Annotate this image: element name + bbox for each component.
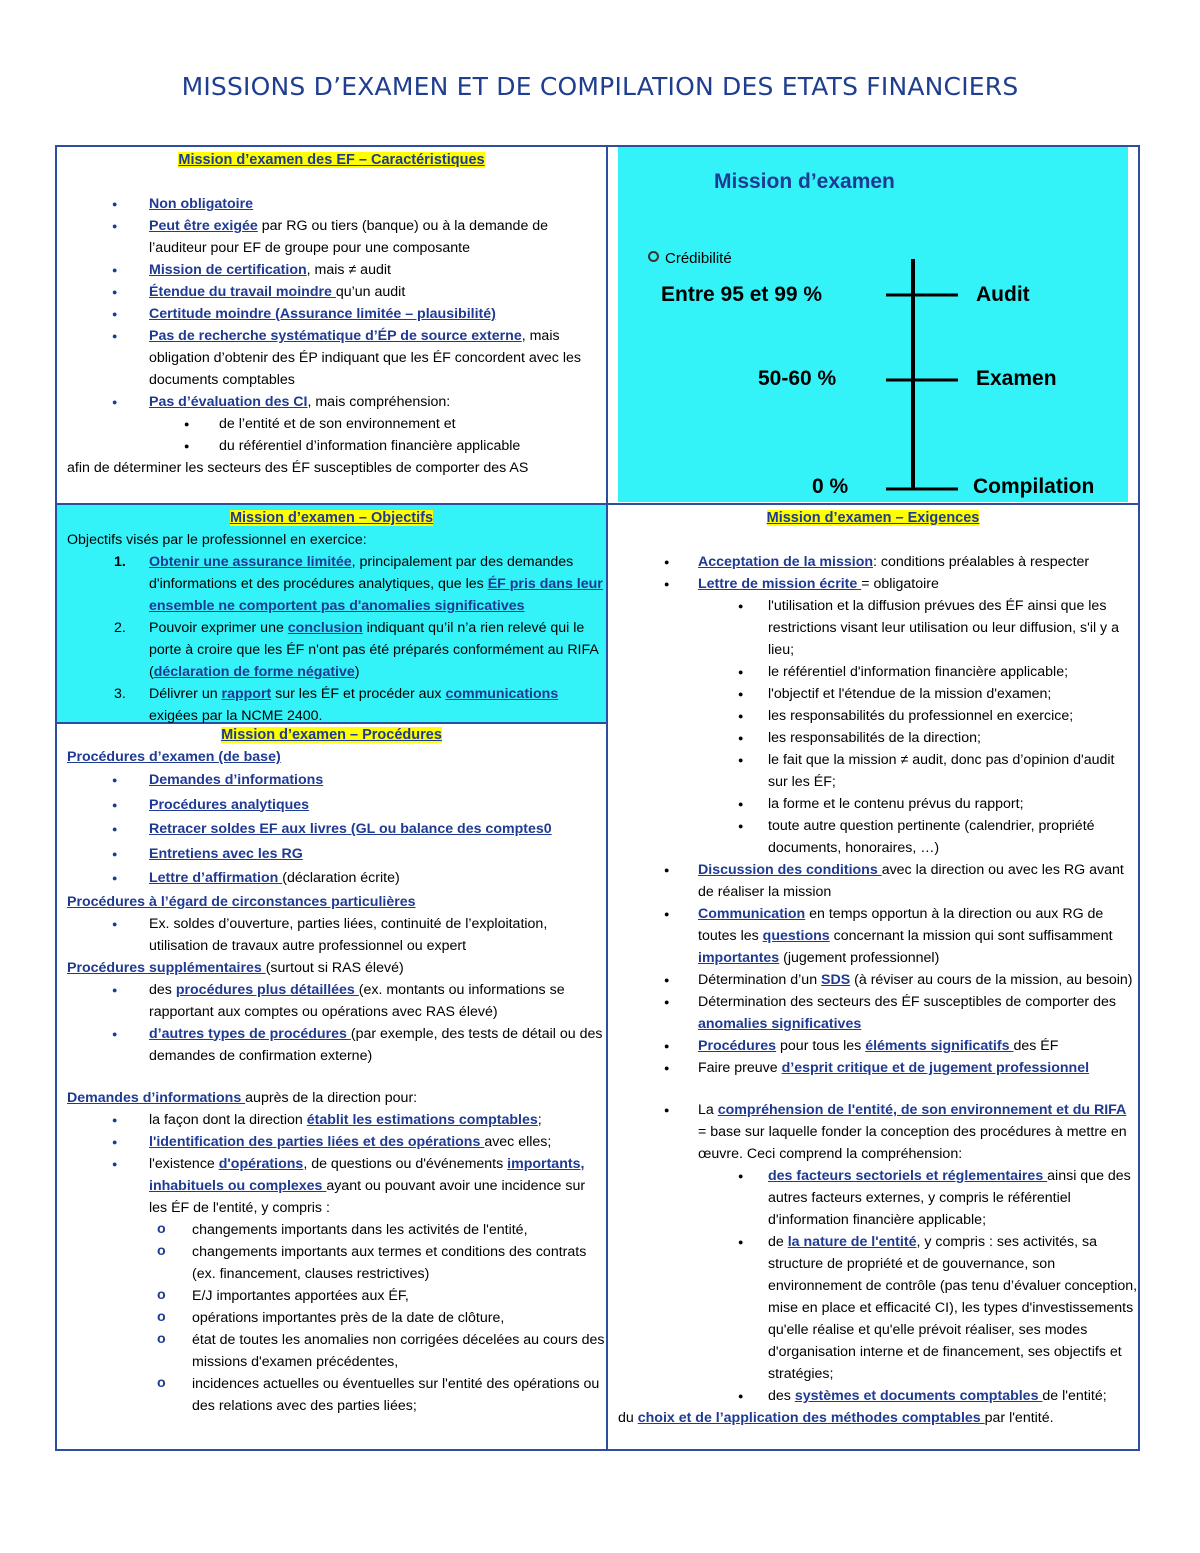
keyword: Obtenir une assurance limitée [149, 554, 352, 570]
text-run: de l'entité; [1042, 1388, 1107, 1404]
procedures-supp-list [67, 979, 606, 1067]
list-item [67, 768, 606, 793]
chart-title: Mission d’examen [714, 170, 895, 193]
comprehension-sublist [618, 1165, 1138, 1407]
level-label-compilation: Compilation [973, 475, 1095, 498]
list-item [67, 325, 606, 391]
list-item: o incidences actuelles ou éventuelles sur l'entité des opérations ou des relations avec des parties liées; [67, 1373, 606, 1417]
text-run: la façon dont la direction [149, 1111, 307, 1128]
keyword: établit les estimations comptables [306, 1111, 538, 1128]
credibility-scale [618, 147, 1128, 502]
procedures-particular-title: Procédures à l’égard de circonstances particulières [67, 893, 416, 910]
list-item [618, 1231, 1138, 1385]
text-run: Délivrer un [149, 686, 222, 702]
list-item [618, 1035, 1138, 1057]
objectifs-intro: Objectifs visés par le professionnel en exercice: [67, 532, 367, 548]
keyword: l'identification des parties liées et des opérations [149, 1133, 485, 1150]
list-item: o changements importants aux termes et conditions des contrats (ex. financement, clauses restrictives) [67, 1241, 606, 1285]
text-run: Pouvoir exprimer une [149, 620, 288, 636]
keyword: Pas de recherche systématique d’ÉP de source externe [149, 328, 522, 344]
lettre-sublist [618, 595, 1138, 859]
carac-heading: Mission d’examen des EF – Caractéristiques [178, 152, 485, 168]
keyword: rapport [221, 686, 272, 702]
exigences-final-line [618, 1407, 1138, 1429]
list-item [67, 683, 606, 727]
keyword: anomalies significatives [698, 1016, 862, 1032]
text-run: (par exemple, des tests de détail ou des demandes de confirmation externe) [149, 1025, 603, 1064]
list-item [618, 1165, 1138, 1231]
procedures-dem-list [67, 1109, 606, 1219]
list-item [67, 793, 606, 818]
procedures-cell [57, 724, 606, 1449]
keyword: la nature de l'entité [787, 1234, 917, 1250]
text-run: par l'entité. [984, 1410, 1054, 1426]
list-item [67, 1153, 606, 1219]
level-label-audit: Audit [976, 283, 1030, 306]
text-run: ayant ou pouvant avoir une incidence sur les ÉF de l'entité, y compris : [149, 1177, 586, 1216]
objectifs-list [67, 551, 606, 727]
list-item [618, 1385, 1138, 1407]
text-run: des [149, 981, 176, 998]
text-run: = base sur laquelle fonder la conception des procédures à mettre en œuvre. Ceci comprend la compréhension: [698, 1124, 1127, 1162]
keyword: communications [445, 686, 559, 702]
text-run: concernant la mission qui sont suffisamment [829, 928, 1113, 944]
text-run: La [698, 1102, 718, 1118]
text-run: , y compris : ses activités, sa structure de propriété et de gouvernance, son environnement de contrôle (pas tenu d’évaluer conception, mise en place et efficacité CI), les types d'investissements qu'elle réalise et qu'elle prévoit réaliser, ses modes d'organisation interne et de financement, ses objectifs et stratégies; [768, 1234, 1138, 1382]
list-item [67, 193, 606, 215]
carac-list [67, 193, 606, 413]
exigences-list-top [618, 551, 1138, 595]
text-run: des ÉF [1013, 1038, 1059, 1054]
text-run: ; [537, 1111, 542, 1128]
text-run: avec la direction ou avec les RG avant de réaliser la mission [698, 862, 1124, 900]
list-item [618, 1057, 1138, 1079]
text-run: l'existence [149, 1155, 219, 1172]
item-number: 3. [114, 686, 126, 702]
text-run: (à réviser au cours de la mission, au besoin) [850, 972, 1133, 988]
carac-footer: afin de déterminer les secteurs des ÉF susceptibles de comporter des AS [67, 460, 529, 476]
keyword: importants, inhabituels ou complexes [149, 1155, 585, 1194]
list-item: ● la forme et le contenu prévus du rapport; [618, 793, 1138, 815]
text-run: Faire preuve [698, 1060, 782, 1076]
list-item: ● le fait que la mission ≠ audit, donc pas d’opinion d'audit sur les ÉF; [618, 749, 1138, 793]
keyword: Lettre d’affirmation [149, 870, 283, 886]
text-run: de [768, 1234, 788, 1250]
keyword: Procédures analytiques [149, 796, 310, 813]
list-item [67, 215, 606, 259]
exigences-list [618, 859, 1138, 1079]
chart-legend: Crédibilité [648, 250, 732, 267]
keyword: Peut être exigée [149, 218, 258, 234]
keyword: ÉF pris dans leur ensemble ne comportent pas d'anomalies significatives [149, 576, 603, 614]
text-run: par RG ou tiers (banque) ou à la demande de l’auditeur pour EF de groupe pour une composante [149, 218, 549, 256]
text-run: exigées par la NCME 2400. [149, 708, 323, 724]
list-item [67, 259, 606, 281]
text-run: (jugement professionnel) [779, 950, 940, 966]
exigences-heading: Mission d’examen – Exigences [766, 510, 980, 526]
text-run: en temps opportun à la direction ou aux RG de toutes les [698, 906, 1104, 944]
keyword: Communication [698, 906, 806, 922]
list-item: o changements importants dans les activités de l'entité, [67, 1219, 606, 1241]
list-item [67, 979, 606, 1023]
carac-sublist [67, 413, 606, 457]
keyword: procédures plus détaillées [175, 981, 359, 998]
text-run: pour tous les [776, 1038, 866, 1054]
keyword: Procédures [698, 1038, 777, 1054]
list-item [67, 866, 606, 891]
list-item: ● toute autre question pertinente (calendrier, propriété documents, honoraires, …) [618, 815, 1138, 859]
keyword: compréhension de l'entité, de son environnement et du RIFA [717, 1102, 1127, 1118]
list-item: ● les responsabilités de la direction; [618, 727, 1138, 749]
text-run: (ex. montants ou informations se rapportant aux comptes ou opérations avec RAS élevé) [149, 981, 565, 1020]
list-item [618, 859, 1138, 903]
text-run: , mais ≠ audit [306, 262, 391, 278]
keyword: Étendue du travail moindre [149, 284, 336, 300]
list-item: ● l'objectif et l'étendue de la mission d'examen; [618, 683, 1138, 705]
procedures-base-title: Procédures d’examen (de base) [67, 749, 281, 765]
procedures-dem-sublist [67, 1219, 606, 1417]
list-item: ● Lettre de mission écrite = obligatoire [618, 573, 1138, 595]
list-item: ● les responsabilités du professionnel en exercice; [618, 705, 1138, 727]
list-item [67, 281, 606, 303]
text-run: du [618, 1410, 638, 1426]
text-run: sur les ÉF et procéder aux [271, 686, 446, 702]
keyword: Non obligatoire [149, 196, 254, 212]
text-run: Détermination d’un [698, 972, 822, 988]
list-item: ● Acceptation de la mission: conditions préalables à respecter [618, 551, 1138, 573]
text-run: avec elles; [484, 1133, 552, 1150]
exigences-cell [608, 505, 1138, 1449]
list-item [67, 617, 606, 683]
item-number: 2. [114, 620, 126, 636]
keyword: des facteurs sectoriels et réglementaires [768, 1168, 1048, 1184]
text-run: , mais compréhension: [307, 394, 451, 410]
text-run: , mais obligation d’obtenir des ÉP indiquant que les ÉF concordent avec les documents comptables [149, 328, 581, 388]
list-item [618, 991, 1138, 1035]
level-pct-audit: Entre 95 et 99 % [661, 283, 823, 306]
list-item [67, 817, 606, 842]
objectifs-heading: Mission d’examen – Objectifs [229, 510, 434, 526]
procedures-dem-line: Demandes d’informations auprès de la direction pour: [67, 1089, 418, 1106]
keyword: SDS [821, 972, 851, 988]
keyword: Pas d’évaluation des CI [149, 394, 308, 410]
item-number: 1. [114, 554, 126, 570]
procedures-particular-list [67, 913, 606, 957]
keyword: Retracer soldes EF aux livres (GL ou balance des comptes0 [149, 821, 552, 837]
list-item [618, 903, 1138, 969]
list-item [67, 303, 606, 325]
keyword: d'opérations [218, 1155, 304, 1172]
text-run: qu’un audit [335, 284, 406, 300]
text-run: Détermination des secteurs des ÉF susceptibles de comporter des [698, 994, 1116, 1010]
keyword: d’esprit critique et de jugement professionnel [781, 1060, 1090, 1076]
list-item [67, 391, 606, 413]
keyword: Entretiens avec les RG [149, 845, 303, 862]
keyword: éléments significatifs [865, 1038, 1014, 1054]
list-item [67, 1109, 606, 1131]
list-item [67, 1023, 606, 1067]
level-pct-compilation: 0 % [812, 475, 849, 498]
procedures-base-list [67, 768, 606, 891]
text-run: des [768, 1388, 795, 1404]
text-run: , principalement par des demandes d'informations et des procédures analytiques, que les [149, 554, 574, 592]
text-run: , de questions ou d'événements [303, 1155, 508, 1172]
carac-cell [57, 147, 606, 503]
level-label-examen: Examen [976, 367, 1057, 390]
text-run: ) [354, 664, 360, 680]
objectifs-cell [57, 505, 606, 722]
text-run: ainsi que des autres facteurs externes, y compris le référentiel d'information financière applicable; [768, 1168, 1131, 1228]
keyword: systèmes et documents comptables [794, 1388, 1043, 1404]
page-title: MISSIONS D’EXAMEN ET DE COMPILATION DES ETATS FINANCIERS [181, 72, 1019, 101]
keyword: déclaration de forme négative [153, 664, 355, 680]
keyword: choix et de l’application des méthodes comptables [637, 1410, 985, 1426]
list-item [618, 969, 1138, 991]
level-pct-examen: 50-60 % [758, 367, 837, 390]
list-item [618, 1099, 1138, 1165]
list-item: o état de toutes les anomalies non corrigées décelées au cours des missions d'examen précédentes, [67, 1329, 606, 1373]
keyword: questions [762, 928, 830, 944]
keyword: Mission de certification [149, 262, 307, 278]
list-item [67, 551, 606, 617]
list-item: ● du référentiel d’information financière applicable [67, 435, 606, 457]
list-item: ● le référentiel d'information financière applicable; [618, 661, 1138, 683]
keyword: conclusion [287, 620, 363, 636]
list-item: o E/J importantes apportées aux ÉF, [67, 1285, 606, 1307]
list-item: o opérations importantes près de la date de clôture, [67, 1307, 606, 1329]
keyword: Demandes d’informations [149, 772, 324, 788]
keyword: Discussion des conditions [698, 862, 882, 878]
text-run: indiquant qu’il n’a rien relevé qui le porte à croire que les ÉF n'ont pas été préparés conformément au RIFA ( [149, 620, 599, 680]
keyword: Certitude moindre (Assurance limitée – plausibilité) [149, 306, 496, 322]
list-item: ● Ex. soldes d’ouverture, parties liées, continuité de l’exploitation, utilisation de travaux autre professionnel ou expert [67, 913, 606, 957]
procedures-heading: Mission d’examen – Procédures [221, 727, 442, 743]
list-item: ● de l’entité et de son environnement et [67, 413, 606, 435]
keyword: importantes [698, 950, 780, 966]
text-run: (déclaration écrite) [282, 870, 400, 886]
keyword: d’autres types de procédures [149, 1025, 351, 1042]
list-item [67, 842, 606, 867]
comprehension-list [618, 1099, 1138, 1165]
procedures-supp-line: Procédures supplémentaires (surtout si RAS élevé) [67, 959, 404, 976]
list-item [67, 1131, 606, 1153]
list-item: ● l'utilisation et la diffusion prévues des ÉF ainsi que les restrictions visant leur utilisation ou leur diffusion, s'il y a lieu; [618, 595, 1138, 661]
